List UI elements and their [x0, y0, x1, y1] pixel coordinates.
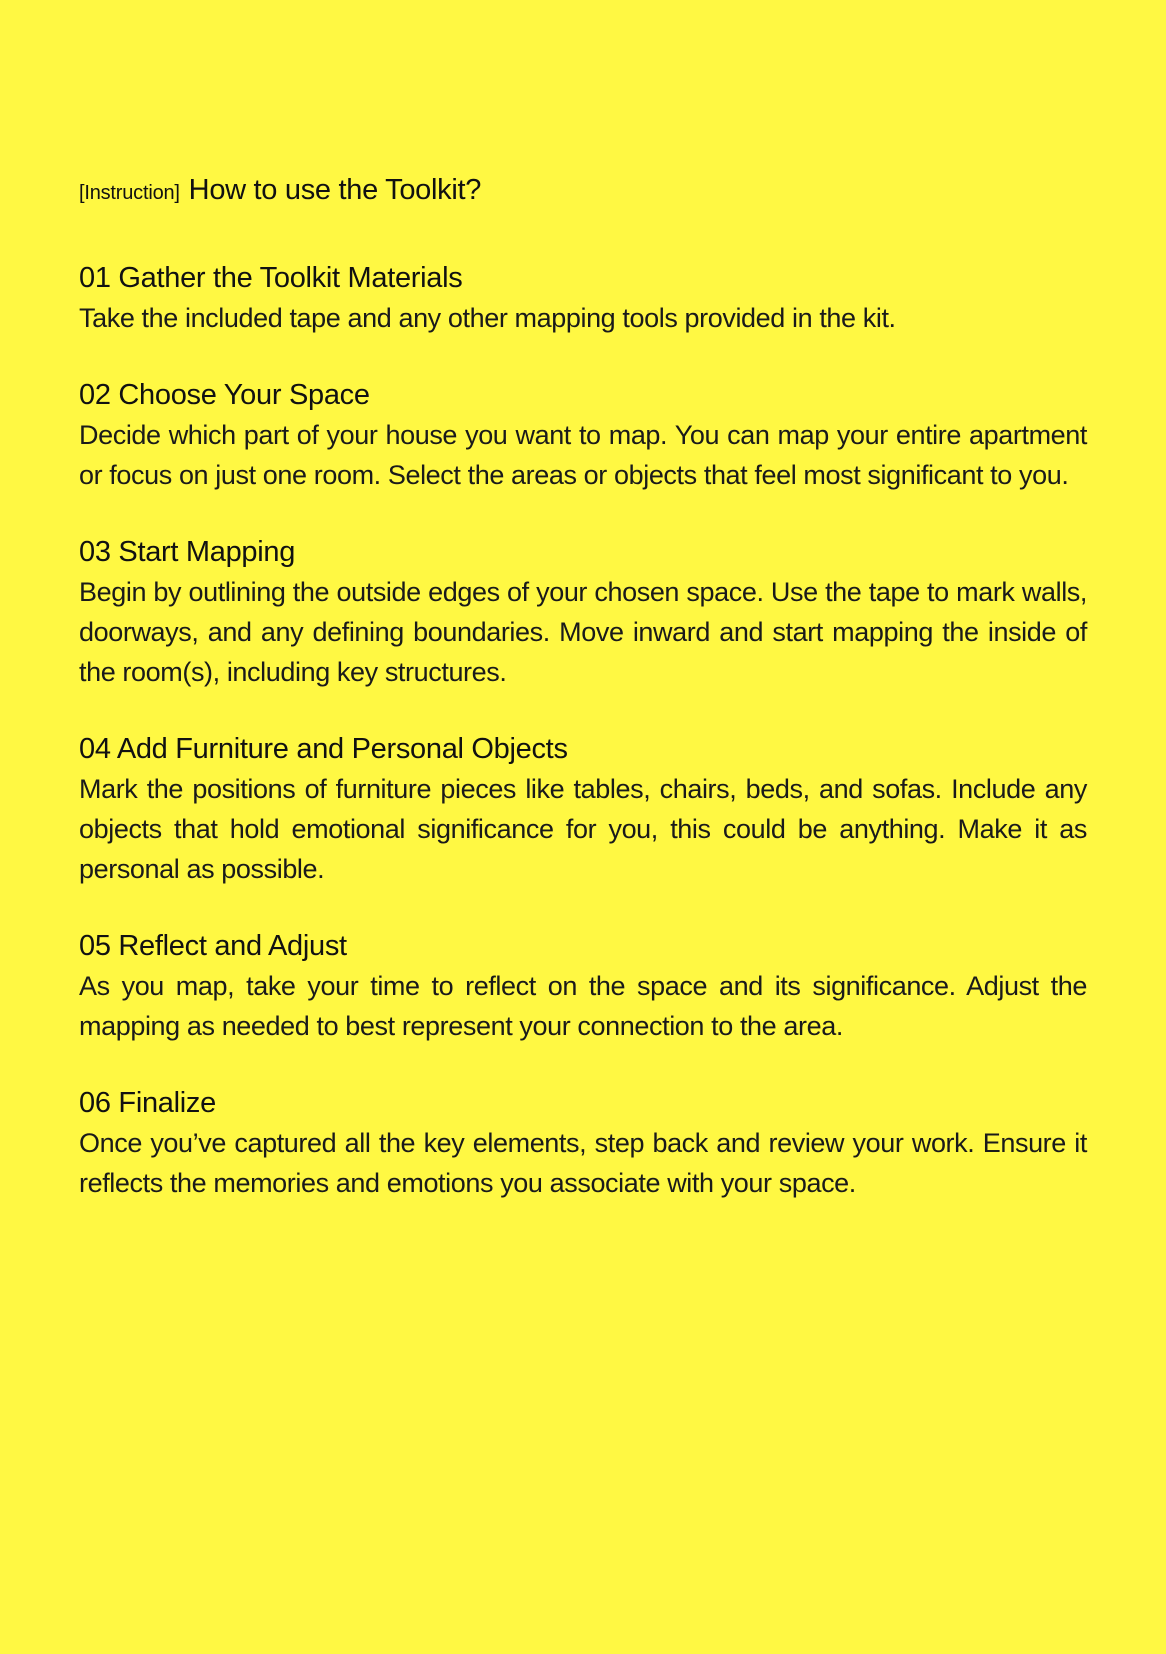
step-02	[79, 375, 1087, 495]
step-01	[79, 258, 1087, 338]
page-title: How to use the Toolkit?	[188, 174, 482, 206]
page-heading	[79, 168, 1087, 213]
instruction-tag: [Instruction]	[79, 182, 180, 204]
step-05-title: 05 Reflect and Adjust	[79, 930, 347, 962]
step-06-body: Once you’ve captured all the key elements, step back and review your work. Ensure it reflects the memories and emotions you associate with your space.	[79, 1128, 1087, 1198]
step-03-body: Begin by outlining the outside edges of your chosen space. Use the tape to mark walls, doorways, and any defining boundaries. Move inward and start mapping the inside of the room(s), including key structures.	[79, 577, 1087, 687]
step-02-body: Decide which part of your house you want to map. You can map your entire apartment or focus on just one room. Select the areas or objects that feel most significant to you.	[79, 420, 1087, 490]
step-06	[79, 1083, 1087, 1203]
step-02-title: 02 Choose Your Space	[79, 379, 370, 411]
step-03	[79, 532, 1087, 692]
step-01-body: Take the included tape and any other mapping tools provided in the kit.	[79, 303, 896, 333]
step-04-title: 04 Add Furniture and Personal Objects	[79, 733, 568, 765]
step-01-title: 01 Gather the Toolkit Materials	[79, 262, 463, 294]
step-04-body: Mark the positions of furniture pieces like tables, chairs, beds, and sofas. Include any objects that hold emotional significance for you, this could be anything. Make it as personal as possible.	[79, 774, 1087, 884]
step-04	[79, 729, 1087, 889]
step-06-title: 06 Finalize	[79, 1087, 216, 1119]
step-05-body: As you map, take your time to reflect on the space and its significance. Adjust the mapping as needed to best represent your connection to the area.	[79, 971, 1087, 1041]
step-03-title: 03 Start Mapping	[79, 536, 296, 568]
step-05	[79, 926, 1087, 1046]
